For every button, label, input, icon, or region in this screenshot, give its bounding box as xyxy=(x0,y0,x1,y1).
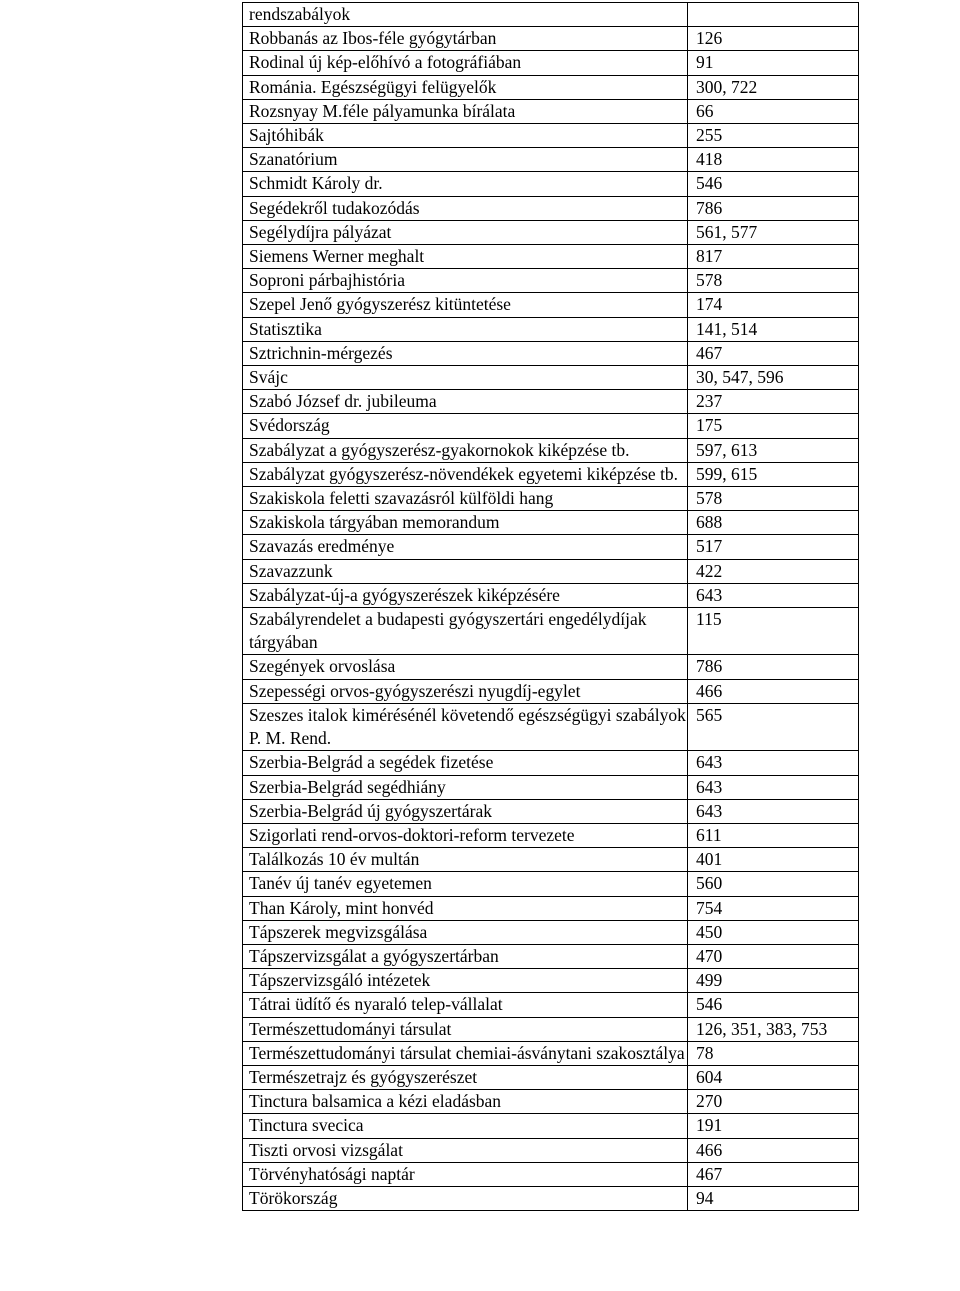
index-pages: 643 xyxy=(688,751,859,775)
index-pages: 191 xyxy=(688,1114,859,1138)
index-row xyxy=(243,341,859,365)
index-pages: 422 xyxy=(688,559,859,583)
index-pages: 754 xyxy=(688,896,859,920)
index-term: Szavazás eredménye xyxy=(243,535,688,559)
index-pages: 141, 514 xyxy=(688,317,859,341)
index-pages: 466 xyxy=(688,1138,859,1162)
index-row xyxy=(243,99,859,123)
index-pages: 115 xyxy=(688,608,859,655)
index-row xyxy=(243,390,859,414)
index-row xyxy=(243,944,859,968)
index-term: Tinctura balsamica a kézi eladásban xyxy=(243,1090,688,1114)
index-pages: 786 xyxy=(688,655,859,679)
index-term: Szigorlati rend-orvos-doktori-reform tervezete xyxy=(243,823,688,847)
index-row xyxy=(243,293,859,317)
index-term: Szabályzat-új-a gyógyszerészek kiképzésére xyxy=(243,583,688,607)
index-pages: 126, 351, 383, 753 xyxy=(688,1017,859,1041)
index-term: Szakiskola feletti szavazásról külföldi hang xyxy=(243,487,688,511)
index-row xyxy=(243,751,859,775)
index-pages: 174 xyxy=(688,293,859,317)
index-pages: 517 xyxy=(688,535,859,559)
index-pages: 561, 577 xyxy=(688,220,859,244)
index-term: Természettudományi társulat xyxy=(243,1017,688,1041)
index-row xyxy=(243,993,859,1017)
index-term: Szerbia-Belgrád a segédek fizetése xyxy=(243,751,688,775)
index-row xyxy=(243,1138,859,1162)
index-term: Természetrajz és gyógyszerészet xyxy=(243,1065,688,1089)
index-term: Szegények orvoslása xyxy=(243,655,688,679)
index-pages: 604 xyxy=(688,1065,859,1089)
index-term: Románia. Egészségügyi felügyelők xyxy=(243,75,688,99)
index-term: Tápszerek megvizsgálása xyxy=(243,920,688,944)
index-pages: 467 xyxy=(688,1162,859,1186)
index-pages: 175 xyxy=(688,414,859,438)
index-pages xyxy=(688,3,859,27)
index-pages: 94 xyxy=(688,1186,859,1210)
index-pages: 470 xyxy=(688,944,859,968)
index-table xyxy=(242,2,859,1211)
index-pages: 578 xyxy=(688,487,859,511)
index-pages: 643 xyxy=(688,583,859,607)
index-pages: 418 xyxy=(688,148,859,172)
index-row xyxy=(243,124,859,148)
index-row xyxy=(243,172,859,196)
index-term: Szerbia-Belgrád új gyógyszertárak xyxy=(243,799,688,823)
index-pages: 467 xyxy=(688,341,859,365)
index-row xyxy=(243,148,859,172)
index-term: Rozsnyay M.féle pályamunka bírálata xyxy=(243,99,688,123)
index-row xyxy=(243,3,859,27)
index-term: Tápszervizsgáló intézetek xyxy=(243,969,688,993)
index-pages: 817 xyxy=(688,245,859,269)
index-term: Szeszes italok kimérésénél követendő egészségügyi szabályok P. M. Rend. xyxy=(243,703,688,750)
index-term: Rodinal új kép-előhívó a fotográfiában xyxy=(243,51,688,75)
index-term: Szabó József dr. jubileuma xyxy=(243,390,688,414)
index-term: Szabályrendelet a budapesti gyógyszertári engedélydíjak tárgyában xyxy=(243,608,688,655)
index-term: Törökország xyxy=(243,1186,688,1210)
index-row xyxy=(243,1041,859,1065)
index-pages: 466 xyxy=(688,679,859,703)
index-row xyxy=(243,703,859,750)
index-row xyxy=(243,1186,859,1210)
index-row xyxy=(243,559,859,583)
index-row xyxy=(243,220,859,244)
index-row xyxy=(243,196,859,220)
index-row xyxy=(243,462,859,486)
index-term: Szabályzat a gyógyszerész-gyakornokok kiképzése tb. xyxy=(243,438,688,462)
index-pages: 688 xyxy=(688,511,859,535)
index-term: Szanatórium xyxy=(243,148,688,172)
index-term: Sajtóhibák xyxy=(243,124,688,148)
index-pages: 66 xyxy=(688,99,859,123)
index-term: Tápszervizsgálat a gyógyszertárban xyxy=(243,944,688,968)
index-row xyxy=(243,245,859,269)
index-pages: 499 xyxy=(688,969,859,993)
index-term: Szakiskola tárgyában memorandum xyxy=(243,511,688,535)
index-pages: 91 xyxy=(688,51,859,75)
index-term: Segédekről tudakozódás xyxy=(243,196,688,220)
index-term: Szavazzunk xyxy=(243,559,688,583)
index-term: Than Károly, mint honvéd xyxy=(243,896,688,920)
index-term: Szerbia-Belgrád segédhiány xyxy=(243,775,688,799)
index-pages: 565 xyxy=(688,703,859,750)
index-pages: 578 xyxy=(688,269,859,293)
index-table-body xyxy=(243,3,859,1211)
index-row xyxy=(243,366,859,390)
index-row xyxy=(243,655,859,679)
index-term: Siemens Werner meghalt xyxy=(243,245,688,269)
index-term: Törvényhatósági naptár xyxy=(243,1162,688,1186)
index-pages: 786 xyxy=(688,196,859,220)
index-row xyxy=(243,1162,859,1186)
index-row xyxy=(243,969,859,993)
index-pages: 546 xyxy=(688,993,859,1017)
index-row xyxy=(243,823,859,847)
index-row xyxy=(243,775,859,799)
index-row xyxy=(243,511,859,535)
index-term: Szabályzat gyógyszerész-növendékek egyetemi kiképzése tb. xyxy=(243,462,688,486)
index-row xyxy=(243,1090,859,1114)
index-row xyxy=(243,414,859,438)
index-term: Statisztika xyxy=(243,317,688,341)
index-pages: 560 xyxy=(688,872,859,896)
index-row xyxy=(243,583,859,607)
index-row xyxy=(243,679,859,703)
index-term: Tátrai üdítő és nyaraló telep-vállalat xyxy=(243,993,688,1017)
index-term: Schmidt Károly dr. xyxy=(243,172,688,196)
index-term: Szepességi orvos-gyógyszerészi nyugdíj-egylet xyxy=(243,679,688,703)
index-term: Svájc xyxy=(243,366,688,390)
index-pages: 300, 722 xyxy=(688,75,859,99)
index-term: Sztrichnin-mérgezés xyxy=(243,341,688,365)
index-pages: 597, 613 xyxy=(688,438,859,462)
index-pages: 237 xyxy=(688,390,859,414)
index-row xyxy=(243,872,859,896)
index-pages: 643 xyxy=(688,775,859,799)
index-term: Tiszti orvosi vizsgálat xyxy=(243,1138,688,1162)
index-row xyxy=(243,848,859,872)
index-pages: 126 xyxy=(688,27,859,51)
index-pages: 450 xyxy=(688,920,859,944)
index-row xyxy=(243,487,859,511)
index-term: Svédország xyxy=(243,414,688,438)
index-row xyxy=(243,51,859,75)
index-row xyxy=(243,75,859,99)
index-term: Tanév új tanév egyetemen xyxy=(243,872,688,896)
index-row xyxy=(243,269,859,293)
index-row xyxy=(243,27,859,51)
index-pages: 78 xyxy=(688,1041,859,1065)
index-pages: 611 xyxy=(688,823,859,847)
index-term: Szepel Jenő gyógyszerész kitüntetése xyxy=(243,293,688,317)
index-row xyxy=(243,1114,859,1138)
index-term: Segélydíjra pályázat xyxy=(243,220,688,244)
index-term: Találkozás 10 év multán xyxy=(243,848,688,872)
index-pages: 255 xyxy=(688,124,859,148)
index-term: Tinctura svecica xyxy=(243,1114,688,1138)
index-pages: 599, 615 xyxy=(688,462,859,486)
index-row xyxy=(243,1065,859,1089)
index-row xyxy=(243,317,859,341)
index-row xyxy=(243,438,859,462)
index-row xyxy=(243,920,859,944)
index-row xyxy=(243,608,859,655)
index-pages: 401 xyxy=(688,848,859,872)
index-row xyxy=(243,896,859,920)
index-row xyxy=(243,799,859,823)
index-pages: 30, 547, 596 xyxy=(688,366,859,390)
index-pages: 546 xyxy=(688,172,859,196)
index-term: rendszabályok xyxy=(243,3,688,27)
index-row xyxy=(243,535,859,559)
index-pages: 643 xyxy=(688,799,859,823)
index-term: Robbanás az Ibos-féle gyógytárban xyxy=(243,27,688,51)
index-term: Természettudományi társulat chemiai-ásványtani szakosztálya xyxy=(243,1041,688,1065)
index-row xyxy=(243,1017,859,1041)
index-pages: 270 xyxy=(688,1090,859,1114)
index-term: Soproni párbajhistória xyxy=(243,269,688,293)
